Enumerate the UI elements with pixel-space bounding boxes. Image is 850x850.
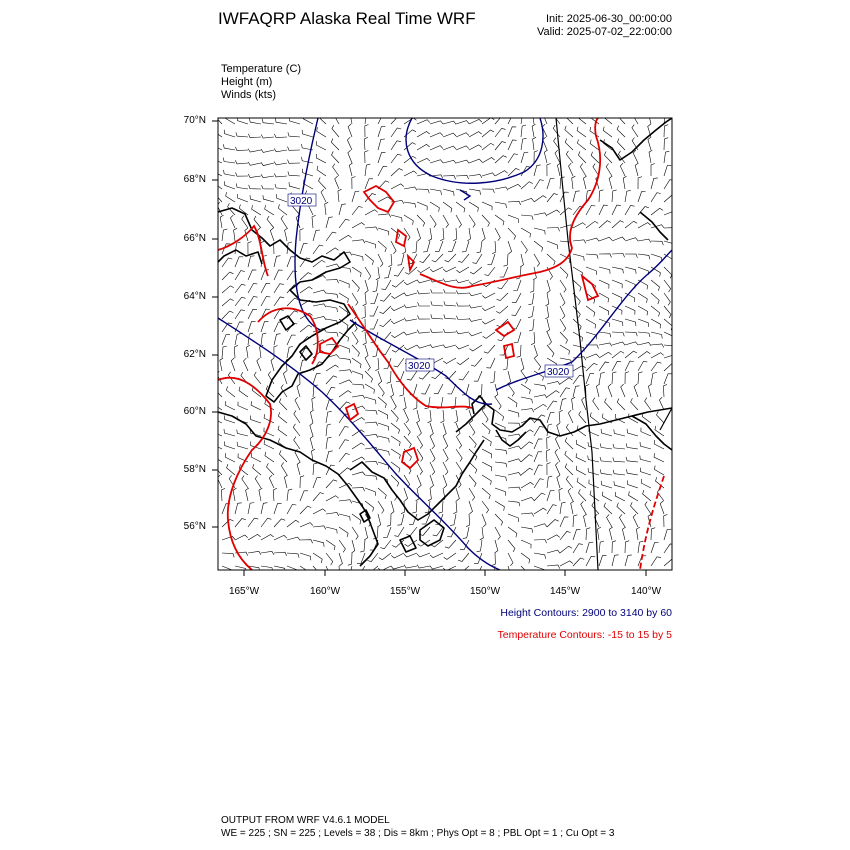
lon-label-145w: 145°W xyxy=(549,586,581,597)
lat-label-58n: 58°N xyxy=(183,464,206,475)
lat-label-66n: 66°N xyxy=(183,233,206,244)
field-temperature: Temperature (C) xyxy=(221,63,302,75)
lat-label-64n: 64°N xyxy=(183,291,206,302)
valid-time: Valid: 2025-07-02_22:00:00 xyxy=(537,26,672,38)
wind-barbs xyxy=(212,111,677,579)
lon-label-150w: 150°W xyxy=(469,586,501,597)
lat-label-60n: 60°N xyxy=(183,406,206,417)
contour-label-3020-c: 3020 xyxy=(547,367,570,378)
lon-label-155w: 155°W xyxy=(389,586,421,597)
lon-label-140w: 140°W xyxy=(630,586,662,597)
contour-label-3020-a: 3020 xyxy=(290,196,313,207)
lat-ticks xyxy=(212,121,218,527)
field-height: Height (m) xyxy=(221,76,273,88)
contour-labels xyxy=(288,194,573,378)
lat-label-62n: 62°N xyxy=(183,349,206,360)
footer-config: WE = 225 ; SN = 225 ; Levels = 38 ; Dis = 8km ; Phys Opt = 8 ; PBL Opt = 1 ; Cu Opt = 3 xyxy=(221,828,615,839)
field-winds: Winds (kts) xyxy=(221,89,276,101)
lon-label-160w: 160°W xyxy=(309,586,341,597)
temperature-contour-legend: Temperature Contours: -15 to 15 by 5 xyxy=(497,629,672,641)
lat-label-56n: 56°N xyxy=(183,521,206,532)
lon-ticks xyxy=(244,570,646,576)
lon-label-165w: 165°W xyxy=(228,586,260,597)
footer-model: OUTPUT FROM WRF V4.6.1 MODEL xyxy=(221,815,390,826)
plot-title: IWFAQRP Alaska Real Time WRF xyxy=(218,9,476,28)
height-contour-legend: Height Contours: 2900 to 3140 by 60 xyxy=(500,607,672,619)
temperature-contours xyxy=(218,118,664,570)
wind-barb-field xyxy=(212,111,677,579)
lat-label-68n: 68°N xyxy=(183,174,206,185)
lat-label-70n: 70°N xyxy=(183,115,206,126)
init-time: Init: 2025-06-30_00:00:00 xyxy=(546,13,672,25)
contour-label-3020-b: 3020 xyxy=(408,361,431,372)
